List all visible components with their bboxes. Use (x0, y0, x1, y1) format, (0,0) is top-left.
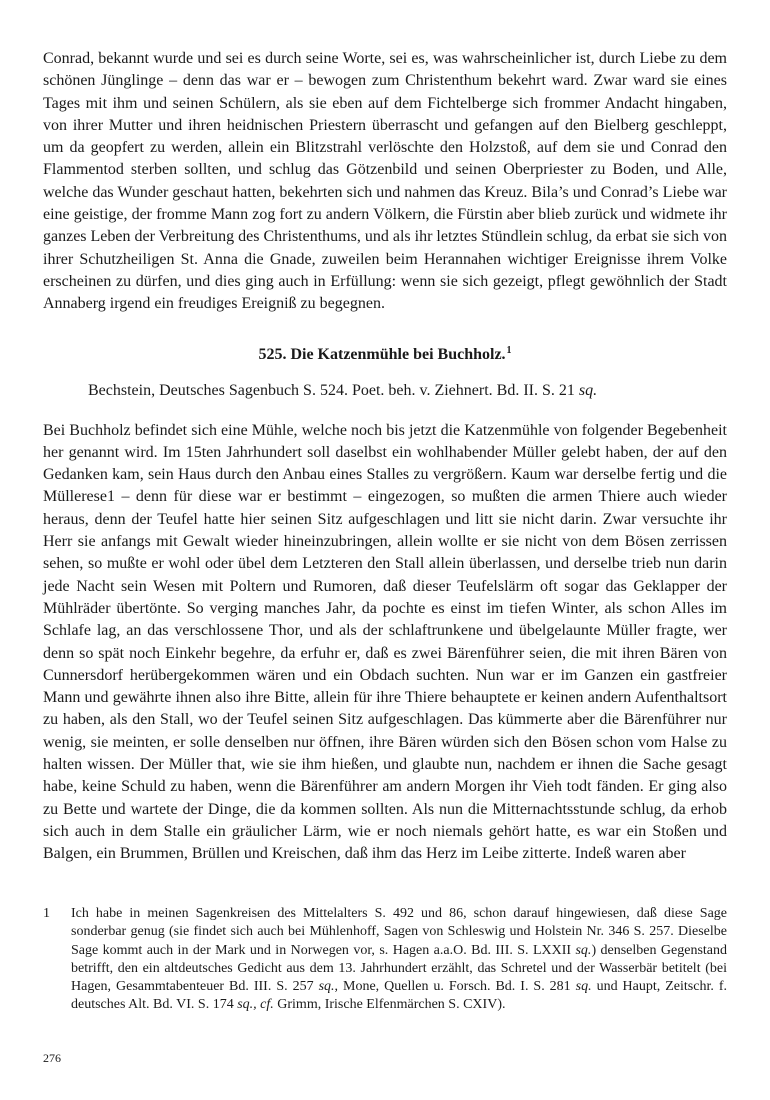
source-italic: sq. (578, 381, 598, 399)
page-body (43, 48, 727, 866)
footnote (43, 905, 727, 1015)
section-heading (43, 340, 727, 366)
fn-it3: sq. (575, 979, 592, 995)
fn-seg4: und Haupt, Zeitschr. f. deutsches Alt. Bd. VI. S. 174 (71, 979, 727, 1013)
footnote-number: 1 (43, 906, 50, 921)
fn-it1: sq. (575, 942, 592, 958)
fn-it2: sq. (318, 979, 335, 995)
fn-seg1: Ich habe in meinen Sagenkreisen des Mittelalters S. 492 und 86, schon darauf hingewiesen, daß diese Sage sonderbar genug (sie findet sich auch bei Mühlenhoff, Sagen von Schleswig und Holstein Nr. 346 S. 257. Dieselbe Sage kommt auch in der Mark und in Norwegen vor, s. Hagen a.a.O. Bd. III. S. LXXII (71, 906, 727, 958)
intro-paragraph: Conrad, bekannt wurde und sei es durch seine Worte, sei es, was wahrscheinlicher ist, durch Liebe zu dem schönen Jünglinge – denn das war er – bewogen zum Christenthum bekehrt ward. Zwar ward sie eines Tages mit ihm und seinen Schülern, als sie eben auf dem Fichtelberge sich frommer Andacht hingaben, von ihrer Mutter und ihren heidnischen Priestern überrascht und gefangen auf den Bielberg geschleppt, um da geopfert zu werden, allein ein Blitzstrahl verlöschte den Holzstoß, auf dem sie und Conrad den Flammentod sterben sollten, und schlug das Götzenbild und seinen Oberpriester zu Boden, und Alle, welche das Wunder geschaut hatten, bekehrten sich und nahmen das Kreuz. Bila’s und Conrad’s Liebe war eine geistige, der fromme Mann zog fort zu andern Völkern, die Fürstin aber blieb zurück und widmete ihr ganzes Leben der Verbreitung des Christenthums, und als ihr letztes Stündlein schlug, da erbat sie sich von ihrer Schutzheiligen St. Anna die Gnade, zuweilen beim Herannahen wichtiger Ereignisse ihrem Volke erscheinen zu dürfen, und dies ging auch in Erfüllung: wenn sie sich gezeigt, pflegt gewöhnlich der Stadt Annaberg irgend ein freudiges Ereigniß zu begegnen. (43, 50, 727, 313)
fn-seg2: ) denselben Gegenstand betrifft, den ein altdeutsches Gedicht aus dem 13. Jahrhundert erzählt, das Schretel und der Wasserbär betitelt (bei Hagen, Gesammtabenteuer Bd. III. S. 257 (71, 942, 727, 995)
heading-text: 525. Die Katzenmühle bei Buchholz. (258, 345, 506, 363)
fn-seg3: , Mone, Quellen u. Forsch. Bd. I. S. 281 (334, 979, 576, 995)
footnote-ref: 1 (506, 344, 512, 356)
footnotes (43, 905, 727, 1015)
main-paragraph: Bei Buchholz befindet sich eine Mühle, welche noch bis jetzt die Katzenmühle von folgender Begebenheit her genannt wird. Im 15ten Jahrhundert soll daselbst ein wohlhabender Müller gelebt haben, der auf den Gedanken kam, sein Haus durch den Anbau eines Stalles zu vergrößern. Kaum war derselbe fertig und die Müllerese1 – denn für diese war er bestimmt – eingezogen, so mußten die armen Thiere auch wieder heraus, denn der Teufel hatte hier seinen Sitz aufgeschlagen und litt sie nicht darin. Zwar versuchte ihr Herr sie anfangs mit Gewalt wieder hineinzubringen, allein wollte er sie nicht von dem Bösen zerrissen sehen, so mußte er wohl oder übel dem Letzteren den Stall allein überlassen, und derselbe trieb nun darin jede Nacht sein Wesen mit Poltern und Rumoren, daß dieser Teufelslärm oft sogar das Geklapper der Mühlräder übertönte. So verging manches Jahr, da pochte es einst im tiefen Winter, als schon Alles im Schlafe lag, an das verschlossene Thor, und als der schlaftrunkene und übelgelaunte Müller fragte, wer denn so spät noch Einkehr begehre, da erfuhr er, daß es zwei Bärenführer seien, die mit ihren Bären von Cunnersdorf herübergekommen wären und ein Obdach suchten. Nun war er im Ganzen ein gastfreier Mann und gewährte ihnen also ihre Bitte, allein für ihre Thiere behauptete er keinen andern Aufenthaltsort zu haben, als den Stall, wo der Teufel seinen Sitz aufgeschlagen. Das kümmerte aber die Bärenführer nur wenig, sie meinten, er solle denselben nur öffnen, ihre Bären würden sich den Bösen schon vom Halse zu halten wissen. Der Müller that, wie sie ihm hießen, und glaubte nun, nachdem er ihnen die Sache gesagt habe, keine Schuld zu haben, wenn die Bärenführer am andern Morgen ihr Vieh todt fänden. Er ging also zu Bette und wartete der Dinge, die da kommen sollten. Als nun die Mitternachtsstunde schlug, da erhob sich auch in dem Stalle ein gräulicher Lärm, wie er noch niemals gehört hatte, es war ein Stoßen und Balgen, ein Brummen, Brüllen und Kreischen, daß ihm das Herz im Leibe zitterte. Indeß waren aber (43, 421, 727, 863)
page-number: 276 (43, 1051, 61, 1065)
footnote-text (71, 905, 727, 1015)
source-line (43, 380, 727, 402)
fn-it4: sq., cf. (237, 997, 274, 1013)
fn-seg5: Grimm, Irische Elfenmärchen S. CXIV). (273, 997, 506, 1013)
source-text: Bechstein, Deutsches Sagenbuch S. 524. Poet. beh. v. Ziehnert. Bd. II. S. 21 (88, 381, 579, 399)
